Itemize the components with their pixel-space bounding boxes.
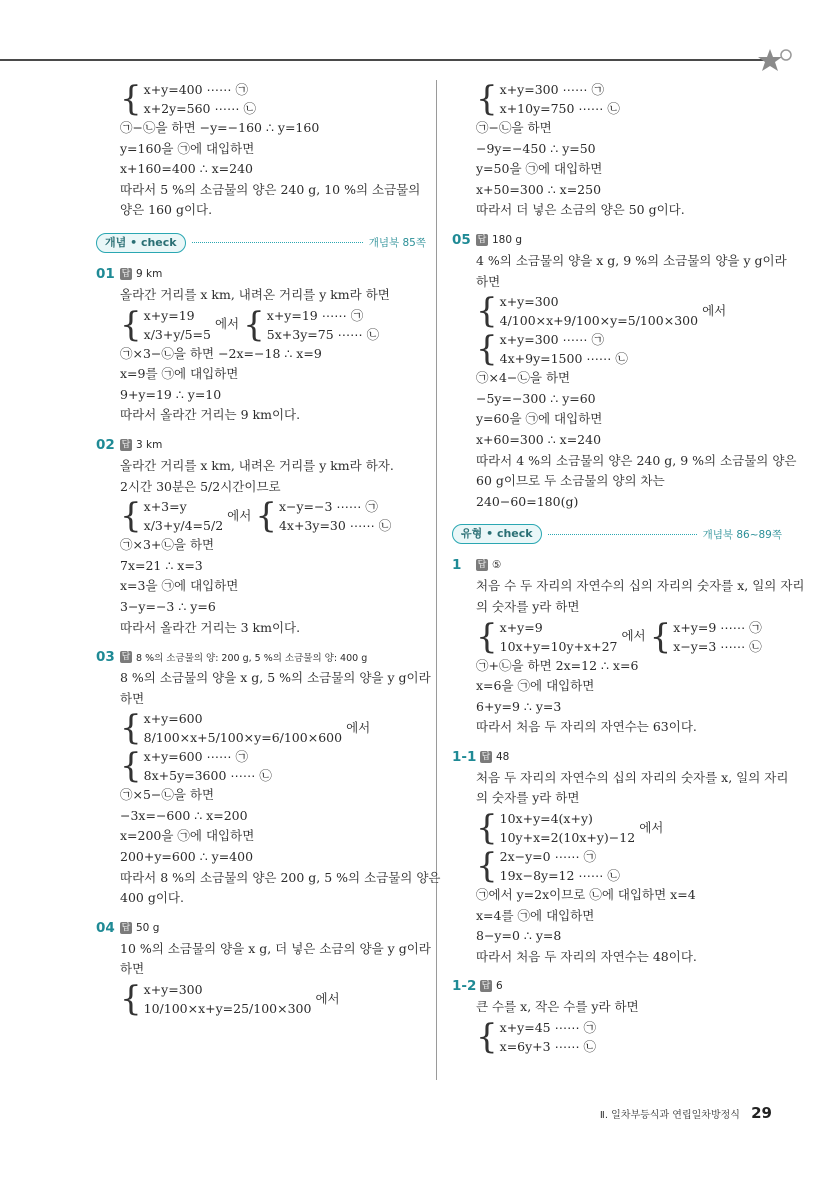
section-ref: 개념북 85쪽 [368,237,426,250]
left-column [96,79,441,1020]
text-line: x=4를 ㉠에 대입하면 [476,907,595,923]
eq: x+y=300 ⋯⋯ ㉠ [499,82,605,97]
text-line: 하면 [120,961,145,977]
system: { 2x−y=0 ⋯⋯ ㉠ 19x−8y=12 ⋯⋯ ㉡ [476,846,620,887]
text-line: 9+y=19 ∴ y=10 [120,386,222,402]
text-line: y=50을 ㉠에 대입하면 [476,161,603,177]
text-line: 따라서 5 %의 소금물의 양은 240 g, 10 %의 소금물의 [120,181,421,197]
eq: x−y=3 ⋯⋯ ㉡ [673,638,762,654]
system-pair: { x+y=9 10x+y=10y+x+27 에서 { x+y=9 ⋯⋯ ㉠ x−y=3 ⋯⋯ ㉡ [476,616,762,657]
answer: 9 km [136,267,163,280]
top-rule [0,59,770,61]
question-number: 01 [96,265,115,282]
eseo: 에서 [621,628,646,644]
answer: 6 [496,980,503,993]
eq: x+y=300 ⋯⋯ ㉠ [499,332,605,348]
question-header [452,229,782,251]
answer-mark-icon: 답 [121,652,131,663]
eq: x+2y=560 ⋯⋯ ㉡ [143,101,256,116]
answer: 50 g [136,921,160,934]
text-line: 7x=21 ∴ x=3 [120,557,203,573]
system-pair: { x+y=19 x/3+y/5=5 에서 { x+y=19 ⋯⋯ ㉠ 5x+3y=75 ⋯⋯ ㉡ [120,304,380,345]
text-line: 처음 수 두 자리의 자연수의 십의 자리의 숫자를 x, 일의 자리 [476,578,805,594]
question-header [96,646,426,668]
text-line: ㉠−㉡을 하면 [476,120,552,135]
text-line: 따라서 처음 두 자리의 자연수는 48이다. [476,948,697,964]
text-line: −5y=−300 ∴ y=60 [476,390,596,406]
text-line: ㉠×5−㉡을 하면 [120,787,215,803]
text-line: x+60=300 ∴ x=240 [476,431,602,447]
text-line: 양은 160 g이다. [120,202,213,218]
eq: 5x+3y=75 ⋯⋯ ㉡ [266,326,380,342]
system: { x+y=300 ⋯⋯ ㉠ 4x+9y=1500 ⋯⋯ ㉡ [476,329,628,370]
answer-mark-icon: 답 [121,439,131,450]
text-line: 따라서 더 넣은 소금의 양은 50 g이다. [476,202,685,218]
eq: 4/100×x+9/100×y=5/100×300 [499,313,699,329]
answer: ⑤ [492,559,502,572]
text-line: 큰 수를 x, 작은 수를 y라 하면 [476,999,639,1015]
eq: x+y=300 [499,294,559,310]
eq: 8x+5y=3600 ⋯⋯ ㉡ [143,768,272,784]
question-header [96,917,426,939]
text-line: 2시간 30분은 5/2시간이므로 [120,478,281,494]
answer-mark-icon: 답 [481,981,491,992]
text-line: x=3을 ㉠에 대입하면 [120,578,239,594]
eq: 8/100×x+5/100×y=6/100×600 [143,730,343,746]
eq: x+y=19 [143,307,195,323]
eq: 10/100×x+y=25/100×300 [143,1001,312,1017]
text-line: ㉠에서 y=2x이므로 ㉡에 대입하면 x=4 [476,887,696,903]
eq: x/3+y/5=5 [143,326,211,342]
system: { 10x+y=4(x+y) 10y+x=2(10x+y)−12 에서 [476,808,664,849]
eq: 4x+9y=1500 ⋯⋯ ㉡ [499,351,628,367]
text-line: ㉠+㉡을 하면 2x=12 ∴ x=6 [476,657,639,673]
text-line: ㉠×3−㉡을 하면 −2x=−18 ∴ x=9 [120,345,322,361]
answer-mark-icon: 답 [121,268,131,279]
section-header [96,231,426,255]
section-pill: 개념 • check [96,233,186,253]
text-line: 올라간 거리를 x km, 내려온 거리를 y km라 하자. [120,457,394,473]
text-line: 하면 [120,690,145,706]
eq: x+10y=750 ⋯⋯ ㉡ [499,101,620,116]
text-line: 4 %의 소금물의 양을 x g, 9 %의 소금물의 양을 y g이라 [476,252,787,268]
system: { x+y=300 10/100×x+y=25/100×300 에서 [120,979,340,1020]
system: { x+y=400 ⋯⋯ ㉠ x+2y=560 ⋯⋯ ㉡ [120,79,256,119]
text-line: −3x=−600 ∴ x=200 [120,807,248,823]
eseo: 에서 [702,302,727,318]
text-line: 하면 [476,273,501,289]
question-number: 05 [452,231,471,248]
question-number: 1 [452,557,462,574]
question-header [452,746,782,768]
eq: 19x−8y=12 ⋯⋯ ㉡ [499,868,620,884]
eq: x+3=y [143,499,187,515]
eq: x+y=300 [143,982,203,998]
eq: x+y=45 ⋯⋯ ㉠ [499,1020,597,1036]
eq: x+y=400 ⋯⋯ ㉠ [143,82,249,97]
text-line: 의 숫자를 y라 하면 [476,598,580,614]
answer-mark-icon: 답 [481,751,491,762]
text-line: 60 g이므로 두 소금물의 양의 차는 [476,473,665,489]
star-icon [758,45,798,75]
eq: x+y=600 ⋯⋯ ㉠ [143,749,249,765]
question-number: 02 [96,436,115,453]
text-line: ㉠×3+㉡을 하면 [120,537,215,553]
text-line: 처음 두 자리의 자연수의 십의 자리의 숫자를 x, 일의 자리 [476,769,789,785]
eq: x=6y+3 ⋯⋯ ㉡ [499,1039,597,1055]
text-line: 의 숫자를 y라 하면 [476,790,580,806]
column-divider [436,80,437,1080]
text-line: y=60을 ㉠에 대입하면 [476,411,603,427]
system-pair: { x+3=y x/3+y/4=5/2 에서 { x−y=−3 ⋯⋯ ㉠ 4x+3y=30 ⋯⋯ ㉡ [120,496,392,537]
text-line: 3−y=−3 ∴ y=6 [120,598,216,614]
question-header [96,434,426,456]
question-header [96,263,426,285]
text-line: 올라간 거리를 x km, 내려온 거리를 y km라 하면 [120,286,390,302]
text-line: 200+y=600 ∴ y=400 [120,849,254,865]
answer-mark-icon: 답 [477,560,487,571]
eseo: 에서 [346,719,371,735]
answer: 48 [496,750,510,763]
text-line: x=200을 ㉠에 대입하면 [120,828,255,844]
question-number: 1-2 [452,978,477,995]
text-line: 8−y=0 ∴ y=8 [476,928,562,944]
eseo: 에서 [315,990,340,1006]
system: { x+y=600 ⋯⋯ ㉠ 8x+5y=3600 ⋯⋯ ㉡ [120,746,272,787]
page-number: 29 [751,1104,772,1122]
chapter-title: Ⅱ. 일차부등식과 연립일차방정식 [599,1110,740,1121]
text-line: 따라서 4 %의 소금물의 양은 240 g, 9 %의 소금물의 양은 [476,452,797,468]
text-line: 따라서 8 %의 소금물의 양은 200 g, 5 %의 소금물의 양은 [120,869,441,885]
answer-mark-icon: 답 [477,234,487,245]
text-line: 따라서 처음 두 자리의 자연수는 63이다. [476,719,697,735]
question-header [452,975,782,997]
question-header [452,554,782,576]
system: { x+y=300 ⋯⋯ ㉠ x+10y=750 ⋯⋯ ㉡ [476,79,620,119]
text-line: ㉠−㉡을 하면 −y=−160 ∴ y=160 [120,120,320,135]
eq: x/3+y/4=5/2 [143,518,224,534]
eq: x+y=19 ⋯⋯ ㉠ [266,307,364,323]
text-line: −9y=−450 ∴ y=50 [476,140,596,156]
text-line: 따라서 올라간 거리는 3 km이다. [120,619,301,635]
right-column [452,79,805,1058]
text-line: 6+y=9 ∴ y=3 [476,698,562,714]
system: { x+y=600 8/100×x+5/100×y=6/100×600 에서 [120,708,371,749]
eq: x+y=9 [499,619,543,635]
text-line: 400 g이다. [120,890,184,906]
eq: 2x−y=0 ⋯⋯ ㉠ [499,849,597,865]
question-number: 03 [96,649,115,666]
answer-mark-icon: 답 [121,922,131,933]
text-line: x=9를 ㉠에 대입하면 [120,366,239,382]
page-footer [600,1104,772,1122]
text-line: y=160을 ㉠에 대입하면 [120,140,255,156]
eq: x−y=−3 ⋯⋯ ㉠ [278,499,378,515]
question-number: 1-1 [452,748,477,765]
system: { x+y=45 ⋯⋯ ㉠ x=6y+3 ⋯⋯ ㉡ [476,1017,597,1058]
section-pill: 유형 • check [452,524,542,544]
text-line: ㉠×4−㉡을 하면 [476,370,571,386]
text-line: 240−60=180(g) [476,493,579,509]
answer: 180 g [492,233,523,246]
eq: 10x+y=10y+x+27 [499,638,618,654]
eq: x+y=9 ⋯⋯ ㉠ [673,619,762,635]
text-line: x+160=400 ∴ x=240 [120,161,253,177]
eq: 10x+y=4(x+y) [499,811,593,827]
text-line: x=6을 ㉠에 대입하면 [476,678,595,694]
eseo: 에서 [227,507,252,523]
eq: 4x+3y=30 ⋯⋯ ㉡ [278,518,392,534]
section-ref: 개념북 86~89쪽 [702,528,782,541]
question-number: 04 [96,919,115,936]
eq: x+y=600 [143,711,203,727]
text-line: 따라서 올라간 거리는 9 km이다. [120,407,301,423]
answer: 8 %의 소금물의 양: 200 g, 5 %의 소금물의 양: 400 g [136,653,368,665]
answer: 3 km [136,438,163,451]
eseo: 에서 [639,819,664,835]
text-line: 10 %의 소금물의 양을 x g, 더 넣은 소금의 양을 y g이라 [120,940,431,956]
text-line: x+50=300 ∴ x=250 [476,181,602,197]
section-header [452,522,782,546]
system: { x+y=300 4/100×x+9/100×y=5/100×300 에서 [476,291,727,332]
eq: 10y+x=2(10x+y)−12 [499,830,636,846]
eseo: 에서 [214,316,240,332]
text-line: 8 %의 소금물의 양을 x g, 5 %의 소금물의 양을 y g이라 [120,670,431,686]
